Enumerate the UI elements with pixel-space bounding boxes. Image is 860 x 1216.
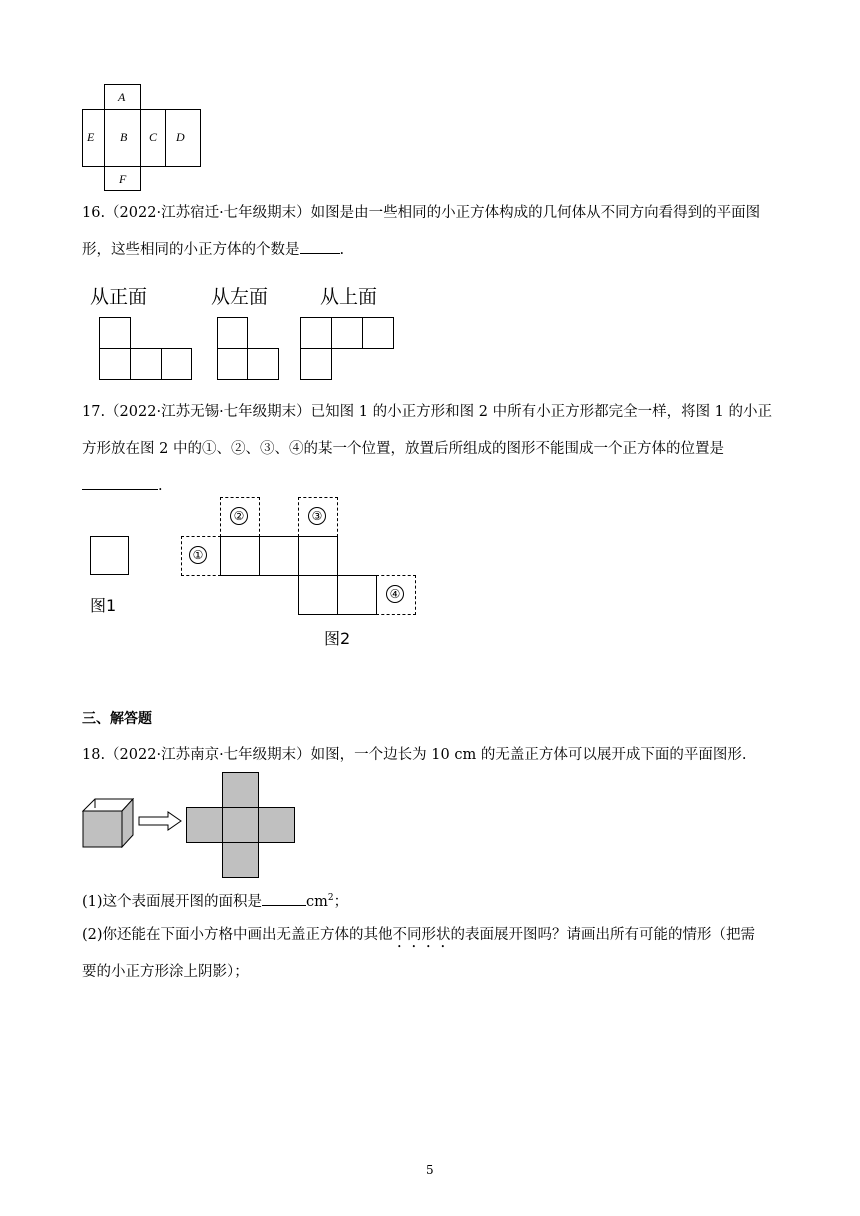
net-label-e: E <box>87 130 95 144</box>
net-square <box>222 772 259 808</box>
q18-sub1 <box>82 888 348 912</box>
top-view-cell <box>362 317 394 349</box>
fig2-square <box>298 536 338 576</box>
front-view-cell <box>99 317 131 349</box>
fig1-square <box>90 536 129 575</box>
q18-line1: 18.（2022·江苏南京·七年级期末）如图，一个边长为 10 cm 的无盖正方体可以展开成下面的平面图形. <box>82 747 747 763</box>
fig2-square <box>337 575 377 615</box>
q18-sub1-text: (1)这个表面展开图的面积是 <box>82 893 263 910</box>
q17-answer-blank <box>82 489 158 490</box>
q18-sub2 <box>82 925 755 951</box>
q18-sub2-line2: 要的小正方形涂上阴影）； <box>82 964 249 980</box>
net-square <box>222 842 259 878</box>
fig2-square <box>220 536 260 576</box>
fig2-square <box>259 536 299 576</box>
top-view-cell <box>300 348 332 380</box>
section-heading: 三、解答题 <box>82 711 152 727</box>
q16-line2-end: . <box>339 242 345 258</box>
top-view-cell <box>300 317 332 349</box>
left-view-cell <box>247 348 279 380</box>
q18-sub2-text-b: 的表面展开图吗？请画出所有可能的情形（把需 <box>450 927 756 943</box>
page-number: 5 <box>426 1163 434 1177</box>
view-title-top: 从上面 <box>320 286 378 308</box>
q16-line1: 16.（2022·江苏宿迁·七年级期末）如图是由一些相同的小正方体构成的几何体从不同方向看得到的平面图 <box>82 205 761 221</box>
fig2-square <box>298 575 338 615</box>
q17-line2: 方形放在图 2 中的①、②、③、④的某一个位置，放置后所组成的图形不能围成一个正方体的位置是 <box>82 441 724 457</box>
q17-line1: 17.（2022·江苏无锡·七年级期末）已知图 1 的小正方形和图 2 中所有小正方形都完全一样，将图 1 的小正 <box>82 404 773 420</box>
q18-area-blank <box>262 905 306 906</box>
q18-sub1-end: ； <box>333 893 349 910</box>
net-label-f: F <box>119 172 127 186</box>
net-label-b: B <box>120 130 128 144</box>
open-cube-drawing <box>82 798 134 848</box>
net-label-d: D <box>176 130 185 144</box>
front-view-cell <box>161 348 192 380</box>
q17-line3-end: . <box>158 478 163 494</box>
net-label-a: A <box>118 90 126 104</box>
net-label-c: C <box>149 130 158 144</box>
q17-line3 <box>82 476 163 496</box>
position-mark-3: ③ <box>308 507 326 525</box>
q18-sub2-text-a: (2)你还能在下面小方格中画出无盖正方体的其他 <box>82 927 393 943</box>
net-square <box>222 807 259 843</box>
front-view-cell <box>99 348 131 380</box>
view-title-front: 从正面 <box>90 286 148 308</box>
q18-sub2-emphasis: 不同形状 <box>392 927 451 943</box>
top-view-cell <box>331 317 363 349</box>
position-mark-1: ① <box>189 546 207 564</box>
q16-line2 <box>82 240 344 260</box>
q18-unit: cm <box>306 893 328 910</box>
net-square <box>258 807 295 843</box>
q16-answer-blank <box>300 253 340 254</box>
left-view-cell <box>217 348 248 380</box>
q16-line2-text: 形，这些相同的小正方体的个数是 <box>82 242 300 258</box>
position-mark-4: ④ <box>386 585 404 603</box>
front-view-cell <box>130 348 162 380</box>
view-title-left: 从左面 <box>211 286 269 308</box>
left-view-cell <box>217 317 248 349</box>
fig1-caption: 图1 <box>90 596 117 615</box>
net-square <box>186 807 223 843</box>
position-mark-2: ② <box>230 507 248 525</box>
right-arrow-icon <box>138 811 182 831</box>
fig2-caption: 图2 <box>324 629 351 648</box>
q18-unit-exponent: 2 <box>327 893 334 903</box>
